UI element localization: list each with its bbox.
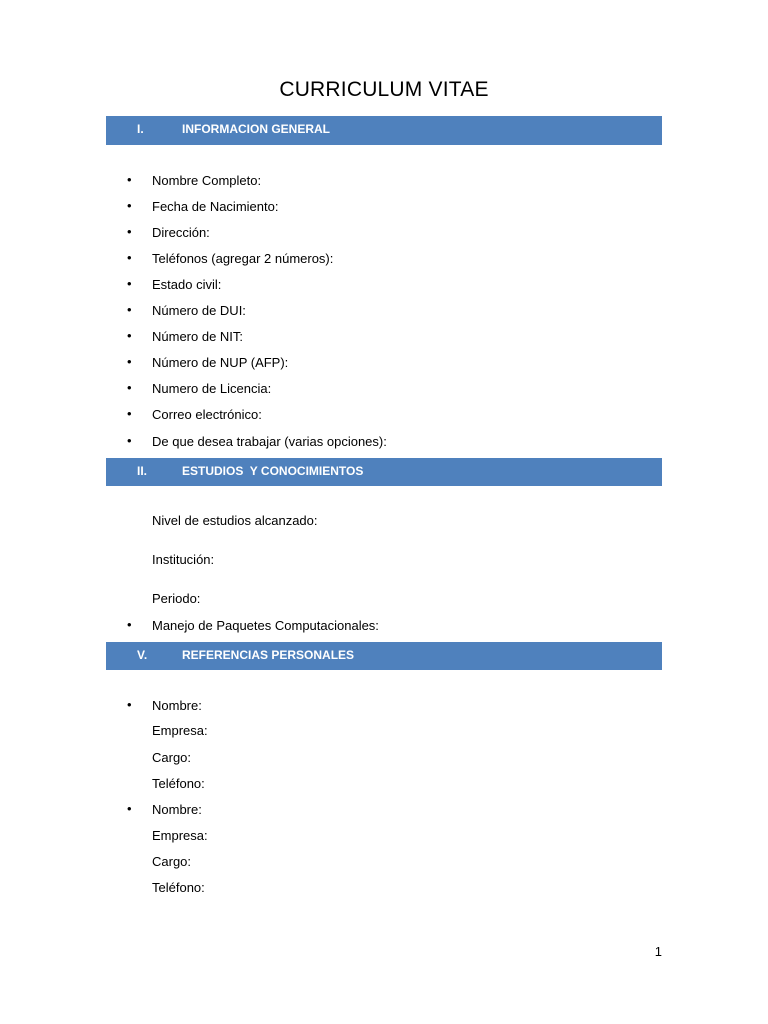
field-label: Dirección: [152, 225, 210, 240]
bullet-icon: • [127, 250, 132, 265]
bullet-icon: • [127, 406, 132, 421]
field-label: Número de NIT: [152, 329, 244, 344]
section-header-informacion-general [106, 116, 662, 145]
reference-name-label: Nombre: [152, 698, 202, 713]
field-label: De que desea trabajar (varias opciones): [152, 434, 387, 449]
bullet-icon: • [127, 801, 132, 816]
field-label: Periodo: [152, 591, 201, 606]
reference-phone-label: Teléfono: [152, 776, 205, 791]
section-number: I. [137, 122, 144, 136]
field-label: Teléfonos (agregar 2 números): [152, 251, 334, 266]
bullet-icon: • [127, 172, 132, 187]
field-label: Institución: [152, 552, 215, 567]
bullet-icon: • [127, 380, 132, 395]
section-number: II. [137, 464, 148, 478]
document-title: CURRICULUM VITAE [279, 78, 489, 101]
section-heading: ESTUDIOS Y CONOCIMIENTOS [182, 464, 364, 478]
field-label: Numero de Licencia: [152, 381, 272, 396]
bullet-icon: • [127, 302, 132, 317]
bullet-icon: • [127, 433, 132, 448]
bullet-icon: • [127, 198, 132, 213]
field-label: Nivel de estudios alcanzado: [152, 513, 318, 528]
reference-position-label: Cargo: [152, 854, 192, 869]
reference-phone-label: Teléfono: [152, 880, 205, 895]
bullet-icon: • [127, 276, 132, 291]
section-header-estudios-conocimientos [106, 458, 662, 486]
bullet-icon: • [127, 617, 132, 632]
reference-position-label: Cargo: [152, 750, 192, 765]
field-label: Número de NUP (AFP): [152, 355, 289, 370]
field-label: Manejo de Paquetes Computacionales: [152, 618, 379, 633]
field-label: Nombre Completo: [152, 173, 262, 188]
bullet-icon: • [127, 224, 132, 239]
field-label: Estado civil: [152, 277, 222, 292]
page-number: 1 [654, 944, 662, 959]
section-header-referencias-personales [106, 642, 662, 670]
section-heading: REFERENCIAS PERSONALES [182, 648, 355, 662]
bullet-icon: • [127, 354, 132, 369]
field-label: Fecha de Nacimiento: [152, 199, 279, 214]
reference-company-label: Empresa: [152, 828, 208, 843]
field-label: Número de DUI: [152, 303, 246, 318]
reference-name-label: Nombre: [152, 802, 202, 817]
section-number: V. [137, 648, 148, 662]
section-heading: INFORMACION GENERAL [182, 122, 330, 136]
reference-company-label: Empresa: [152, 723, 208, 738]
field-label: Correo electrónico: [152, 407, 262, 422]
bullet-icon: • [127, 328, 132, 343]
bullet-icon: • [127, 697, 132, 712]
